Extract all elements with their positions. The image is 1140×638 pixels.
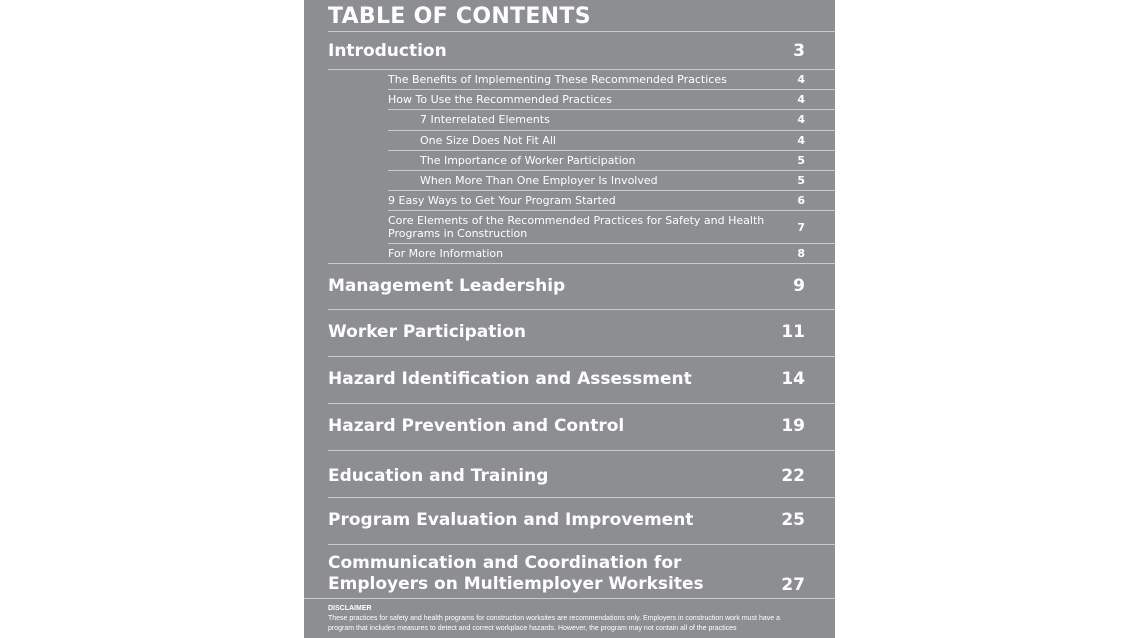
toc-section-program-evaluation[interactable]	[328, 504, 805, 536]
entry-label: 9 Easy Ways to Get Your Program Started	[388, 194, 616, 207]
section-page-number: 22	[781, 466, 805, 486]
toc-section-worker-participation[interactable]	[328, 316, 805, 348]
divider	[328, 309, 835, 310]
divider	[328, 403, 835, 404]
entry-page-number: 6	[797, 194, 805, 207]
entry-page-number: 8	[797, 247, 805, 260]
divider	[328, 544, 835, 545]
entry-label: 7 Interrelated Elements	[420, 113, 550, 126]
toc-entry-9-easy-ways[interactable]	[388, 191, 805, 210]
section-label: Management Leadership	[328, 276, 566, 296]
disclaimer-heading: DISCLAIMER	[328, 605, 372, 612]
toc-section-management-leadership[interactable]	[328, 270, 805, 302]
entry-page-number: 4	[797, 113, 805, 126]
divider	[304, 598, 835, 599]
entry-label: When More Than One Employer Is Involved	[420, 174, 658, 187]
toc-section-communication-coordination[interactable]	[328, 549, 805, 595]
entry-label: Core Elements of the Recommended Practices for Safety and Health Programs in Construction	[388, 214, 765, 240]
disclaimer-text-line: These practices for safety and health programs for construction worksites are recommendations only. Employers in construction work must have a	[328, 615, 780, 622]
toc-entry-how-to-use[interactable]	[388, 90, 805, 109]
toc-entry-benefits[interactable]	[388, 70, 805, 89]
divider	[328, 450, 835, 451]
entry-label: The Benefits of Implementing These Recommended Practices	[388, 73, 727, 86]
section-page-number: 14	[781, 369, 805, 389]
divider	[328, 356, 835, 357]
toc-section-introduction[interactable]	[328, 36, 805, 66]
entry-page-number: 7	[797, 220, 805, 234]
section-page-number: 11	[781, 322, 805, 342]
section-page-number: 27	[781, 575, 805, 595]
disclaimer-text-line: program that includes measures to detect and correct workplace hazards. However, the program may not contain all of the practices	[328, 625, 737, 632]
toc-section-hazard-identification[interactable]	[328, 363, 805, 395]
section-label: Hazard Prevention and Control	[328, 416, 625, 436]
entry-label: How To Use the Recommended Practices	[388, 93, 612, 106]
toc-entry-one-size[interactable]	[420, 131, 805, 150]
section-page-number: 9	[793, 276, 805, 296]
toc-entry-core-elements[interactable]	[388, 212, 805, 242]
section-label: Worker Participation	[328, 322, 526, 342]
section-page-number: 19	[781, 416, 805, 436]
entry-page-number: 4	[797, 73, 805, 86]
toc-entry-multiple-employers[interactable]	[420, 171, 805, 190]
section-label: Hazard Identification and Assessment	[328, 369, 692, 389]
toc-entry-7-elements[interactable]	[420, 110, 805, 129]
entry-page-number: 4	[797, 93, 805, 106]
section-page-number: 25	[781, 510, 805, 530]
divider	[328, 497, 835, 498]
toc-title: TABLE OF CONTENTS	[328, 4, 591, 29]
entry-label: One Size Does Not Fit All	[420, 134, 556, 147]
toc-entry-more-info[interactable]	[388, 244, 805, 263]
section-page-number: 3	[793, 41, 805, 61]
divider	[328, 263, 835, 264]
section-label: Communication and Coordination for Employers on Multiemployer Worksites	[328, 553, 704, 594]
divider	[388, 210, 835, 211]
section-label: Education and Training	[328, 466, 549, 486]
entry-label: For More Information	[388, 247, 504, 260]
toc-section-education-training[interactable]	[328, 460, 805, 492]
section-label: Introduction	[328, 41, 447, 61]
section-label: Program Evaluation and Improvement	[328, 510, 694, 530]
divider	[328, 31, 835, 32]
toc-section-hazard-prevention[interactable]	[328, 410, 805, 442]
entry-page-number: 4	[797, 134, 805, 147]
entry-page-number: 5	[797, 174, 805, 187]
toc-page	[304, 0, 835, 638]
entry-page-number: 5	[797, 154, 805, 167]
disclaimer	[328, 604, 805, 634]
entry-label: The Importance of Worker Participation	[420, 154, 636, 167]
toc-entry-worker-participation[interactable]	[420, 151, 805, 170]
